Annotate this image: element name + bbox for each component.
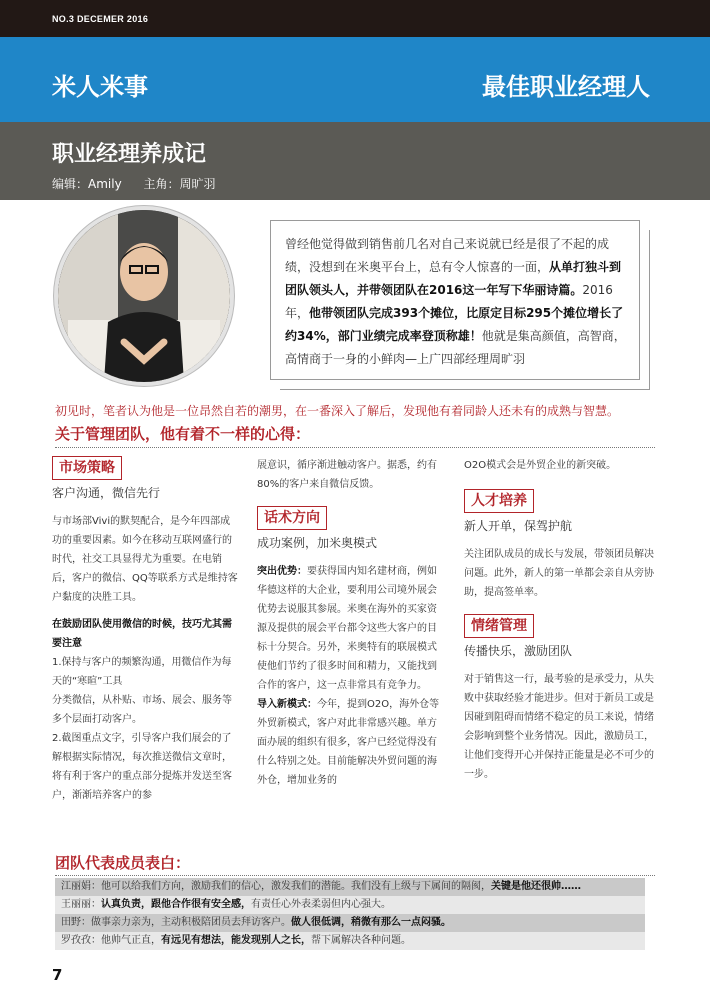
paragraph: O2O模式会是外贸企业的新突破。 xyxy=(464,460,617,471)
subhead-emotion: 传播快乐，激励团队 xyxy=(464,644,573,658)
quote-bold: 认真负责，跟他合作很有安全感， xyxy=(101,899,251,910)
column-market-strategy xyxy=(52,456,240,805)
subhead-market-strategy: 客户沟通，微信先行 xyxy=(52,486,161,500)
paragraph: 关注团队成员的成长与发展，带领团员解决问题。此外，新人的第一单都会亲自从旁协助，提高签单率。 xyxy=(464,549,654,598)
bold-lead: 突出优势： xyxy=(257,566,307,577)
editor-label: 编辑：Amily xyxy=(52,177,122,191)
quote-text: 有责任心外表柔弱但内心强大。 xyxy=(251,899,391,910)
intro-part-1-bold: 从单打独斗到团队领头人，并带领团队在2016这一年写下华丽诗篇。 xyxy=(285,260,622,297)
dotted-divider xyxy=(55,875,655,876)
intro-text xyxy=(285,233,630,371)
subhead-talent: 新人开单，保驾护航 xyxy=(464,519,573,533)
page-number: 7 xyxy=(52,966,63,984)
quote-bold: 做人很低调，稍微有那么一点闷骚。 xyxy=(291,917,451,928)
paragraph: 2.截图重点文字，引导客户我们展会的了解根据实际情况，每次推送微信文章时，将有利于客户的重点部分提炼并发送至客户，渐渐培养客户的参 xyxy=(52,733,232,801)
portrait-photo xyxy=(54,206,234,386)
top-bar xyxy=(0,0,710,37)
column-name: 最佳职业经理人 xyxy=(482,73,650,101)
team-quote-row xyxy=(55,878,645,896)
dotted-divider xyxy=(55,447,655,448)
tag-market-strategy: 市场策略 xyxy=(52,456,122,480)
quote-text: 罗孜孜：他帅气正直， xyxy=(61,935,161,946)
column-talk-direction xyxy=(257,456,445,790)
tag-talent: 人才培养 xyxy=(464,489,534,513)
team-heading: 团队代表成员表白： xyxy=(55,854,191,872)
quote-text: 江丽娟：他可以给我们方向，激励我们的信心，激发我们的潜能。我们没有上级与下属间的隔阂， xyxy=(61,881,491,892)
intro-part-2-bold: 他带领团队完成393个摊位，比原定目标295个摊位增长了约34%，部门业绩完成率登顶称雄！ xyxy=(285,306,624,343)
paragraph: 1.保持与客户的频繁沟通，用微信作为每天的“寒暄”工具 xyxy=(52,657,232,687)
tag-emotion: 情绪管理 xyxy=(464,614,534,638)
intro-part-3: 他就是集高颜值，高智商，高情商于一身的小鲜肉—上广四部经理周旷羽 xyxy=(285,329,626,366)
team-quote-row xyxy=(55,914,645,932)
paragraph: 分类微信，从朴贴、市场、展会、服务等多个层面打动客户。 xyxy=(52,695,232,725)
paragraph xyxy=(257,562,445,695)
paragraph-text: 今年，提到O2O，海外仓等外贸新模式，客户对此非常感兴趣。单方面办展的组织有很多，客户已经觉得没有什么特别之处。目前能解决外贸问题的海外仓，增加业务的 xyxy=(257,699,440,786)
issue-label: NO.3 DECEMER 2016 xyxy=(52,14,149,24)
lead-paragraph: 初见时，笔者认为他是一位昂然自若的潮男，在一番深入了解后，发现他有着同龄人还未有的成熟与智慧。 xyxy=(55,404,620,418)
portrait-illustration xyxy=(58,210,230,382)
protagonist-label: 主角：周旷羽 xyxy=(143,177,216,191)
article-meta xyxy=(52,175,234,192)
paragraph: 展意识，循序渐进触动客户。据悉，约有80%的客户来自微信反馈。 xyxy=(257,460,437,490)
bold-lead: 导入新模式： xyxy=(257,699,317,710)
article-title: 职业经理养成记 xyxy=(52,142,207,167)
quote-bold: 有远见有想法，能发现别人之长， xyxy=(161,935,311,946)
article-header xyxy=(0,122,710,200)
intro-part-2: 2016年， xyxy=(285,283,613,320)
section-banner xyxy=(0,37,710,122)
column-talent xyxy=(464,456,654,784)
bold-paragraph: 在鼓励团队使用微信的时候，技巧尤其需要注意 xyxy=(52,619,232,649)
team-quote-row xyxy=(55,932,645,950)
paragraph: 与市场部Vivi的默契配合，是今年四部成功的重要因素。如今在移动互联网盛行的时代，社交工具显得尤为重要。在电销后，客户的微信、QQ等联系方式是维持客户黏度的决胜工具。 xyxy=(52,516,238,603)
intro-part-1: 曾经他觉得做到销售前几名对自己来说就已经是很了不起的成绩，没想到在米奥平台上，总有令人惊喜的一面， xyxy=(285,237,610,274)
quote-text: 帮下属解决各种问题。 xyxy=(311,935,411,946)
intro-box xyxy=(270,220,640,380)
quote-text: 田野：做事亲力亲为，主动积极陪团员去拜访客户。 xyxy=(61,917,291,928)
subhead-talk-direction: 成功案例，加米奥模式 xyxy=(257,536,378,550)
quote-text: 王丽丽： xyxy=(61,899,101,910)
team-quote-row xyxy=(55,896,645,914)
section-name: 米人米事 xyxy=(52,73,148,101)
paragraph xyxy=(257,695,445,790)
paragraph-text: 要获得国内知名建材商，例如华德这样的大企业，要利用公司境外展会优势去说服其参展。米奥在海外的买家资源及提供的展会平台都令这些大客户的目标十分契合。另外，米奥特有的联展模式使他们节约了很多时间和精力，又能找到合作的客户，这一点非常具有竞争力。 xyxy=(257,566,437,691)
management-heading: 关于管理团队，他有着不一样的心得： xyxy=(55,425,311,443)
quote-bold: 关键是他还很帅…… xyxy=(491,881,581,892)
tag-talk-direction: 话术方向 xyxy=(257,506,327,530)
paragraph: 对于销售这一行，最考验的是承受力，从失败中获取经验才能进步。但对于新员工或是因碰到阻碍而情绪不稳定的员工来说，情绪会影响到整个业务情况。因此，激励员工，让他们变得开心并保持正能量是必不可少的一步。 xyxy=(464,674,654,780)
